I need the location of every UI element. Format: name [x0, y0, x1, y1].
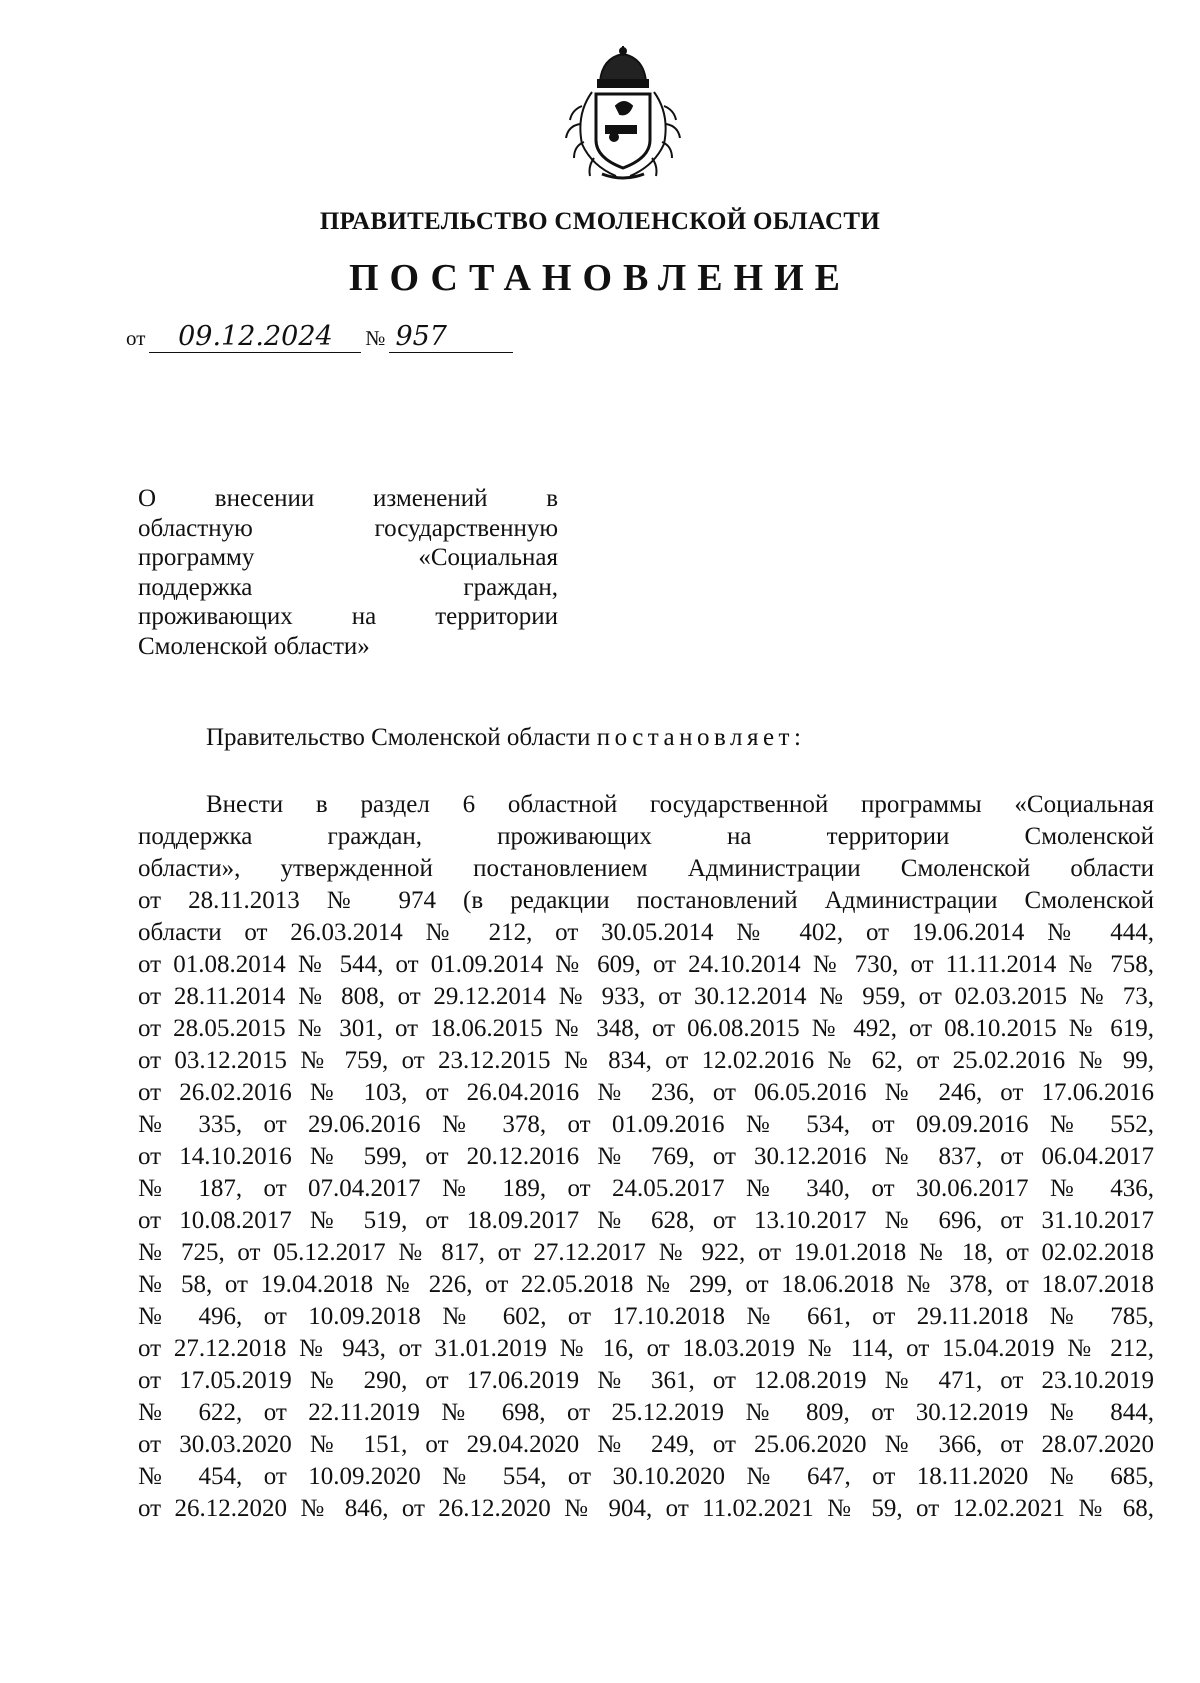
preamble-text: Правительство Смоленской области: [206, 724, 591, 751]
body-line: № 725, от 05.12.2017 № 817, от 27.12.2017 № 922, от 19.01.2018 № 18, от 02.02.2018: [138, 1239, 1154, 1266]
subject-line: проживающих на территории: [138, 603, 558, 630]
body-line: поддержка граждан, проживающих на территории Смоленской: [138, 823, 1154, 850]
body-line: № 454, от 10.09.2020 № 554, от 30.10.2020 № 647, от 18.11.2020 № 685,: [138, 1463, 1154, 1490]
body-line: № 335, от 29.06.2016 № 378, от 01.09.2016 № 534, от 09.09.2016 № 552,: [138, 1111, 1154, 1138]
body-line: Внести в раздел 6 областной государственной программы «Социальная: [206, 791, 1154, 818]
body-line: № 187, от 07.04.2017 № 189, от 24.05.2017 № 340, от 30.06.2017 № 436,: [138, 1175, 1154, 1202]
body-line: от 01.08.2014 № 544, от 01.09.2014 № 609, от 24.10.2014 № 730, от 11.11.2014 № 758,: [138, 951, 1154, 978]
preamble: [206, 724, 805, 752]
number-sign: №: [365, 326, 386, 350]
subject-line: О внесении изменений в: [138, 485, 558, 512]
subject-block: [138, 484, 558, 661]
body-line: от 27.12.2018 № 943, от 31.01.2019 № 16, от 18.03.2019 № 114, от 15.04.2019 № 212,: [138, 1335, 1154, 1362]
body-line: от 28.05.2015 № 301, от 18.06.2015 № 348, от 06.08.2015 № 492, от 08.10.2015 № 619,: [138, 1015, 1154, 1042]
date-number-line: [126, 322, 513, 353]
body-line: области от 26.03.2014 № 212, от 30.05.2014 № 402, от 19.06.2014 № 444,: [138, 919, 1154, 946]
body-line: от 10.08.2017 № 519, от 18.09.2017 № 628, от 13.10.2017 № 696, от 31.10.2017: [138, 1207, 1154, 1234]
body-line: от 30.03.2020 № 151, от 29.04.2020 № 249, от 25.06.2020 № 366, от 28.07.2020: [138, 1431, 1154, 1458]
subject-line: поддержка граждан,: [138, 573, 558, 601]
document-number: 957: [389, 322, 513, 353]
body-line: № 58, от 19.04.2018 № 226, от 22.05.2018 № 299, от 18.06.2018 № 378, от 18.07.2018: [138, 1271, 1154, 1298]
date-prefix: от: [126, 326, 146, 350]
body-line: от 28.11.2013 № 974 (в редакции постановлений Администрации Смоленской: [138, 887, 1154, 914]
body-text: [138, 789, 1154, 1525]
document-date: 09.12.2024: [149, 322, 361, 353]
subject-line: программу «Социальная: [138, 544, 558, 571]
body-line: от 28.11.2014 № 808, от 29.12.2014 № 933, от 30.12.2014 № 959, от 02.03.2015 № 73,: [138, 983, 1154, 1010]
body-line: от 26.12.2020 № 846, от 26.12.2020 № 904, от 11.02.2021 № 59, от 12.02.2021 № 68,: [138, 1495, 1154, 1522]
body-line: от 17.05.2019 № 290, от 17.06.2019 № 361, от 12.08.2019 № 471, от 23.10.2019: [138, 1367, 1154, 1394]
smolensk-coat-of-arms-icon: [558, 44, 688, 184]
document-type-title: ПОСТАНОВЛЕНИЕ: [348, 257, 852, 299]
subject-line: Смоленской области»: [138, 632, 370, 660]
preamble-resolves: постановляет:: [596, 724, 806, 751]
body-line: от 14.10.2016 № 599, от 20.12.2016 № 769, от 30.12.2016 № 837, от 06.04.2017: [138, 1143, 1154, 1170]
body-line: № 622, от 22.11.2019 № 698, от 25.12.2019 № 809, от 30.12.2019 № 844,: [138, 1399, 1154, 1426]
body-line: № 496, от 10.09.2018 № 602, от 17.10.2018 № 661, от 29.11.2018 № 785,: [138, 1303, 1154, 1330]
body-line: от 26.02.2016 № 103, от 26.04.2016 № 236, от 06.05.2016 № 246, от 17.06.2016: [138, 1079, 1154, 1106]
body-line: области», утвержденной постановлением Администрации Смоленской области: [138, 855, 1154, 882]
organization-title: ПРАВИТЕЛЬСТВО СМОЛЕНСКОЙ ОБЛАСТИ: [319, 208, 881, 235]
subject-line: областную государственную: [138, 514, 558, 542]
body-line: от 03.12.2015 № 759, от 23.12.2015 № 834, от 12.02.2016 № 62, от 25.02.2016 № 99,: [138, 1047, 1154, 1074]
